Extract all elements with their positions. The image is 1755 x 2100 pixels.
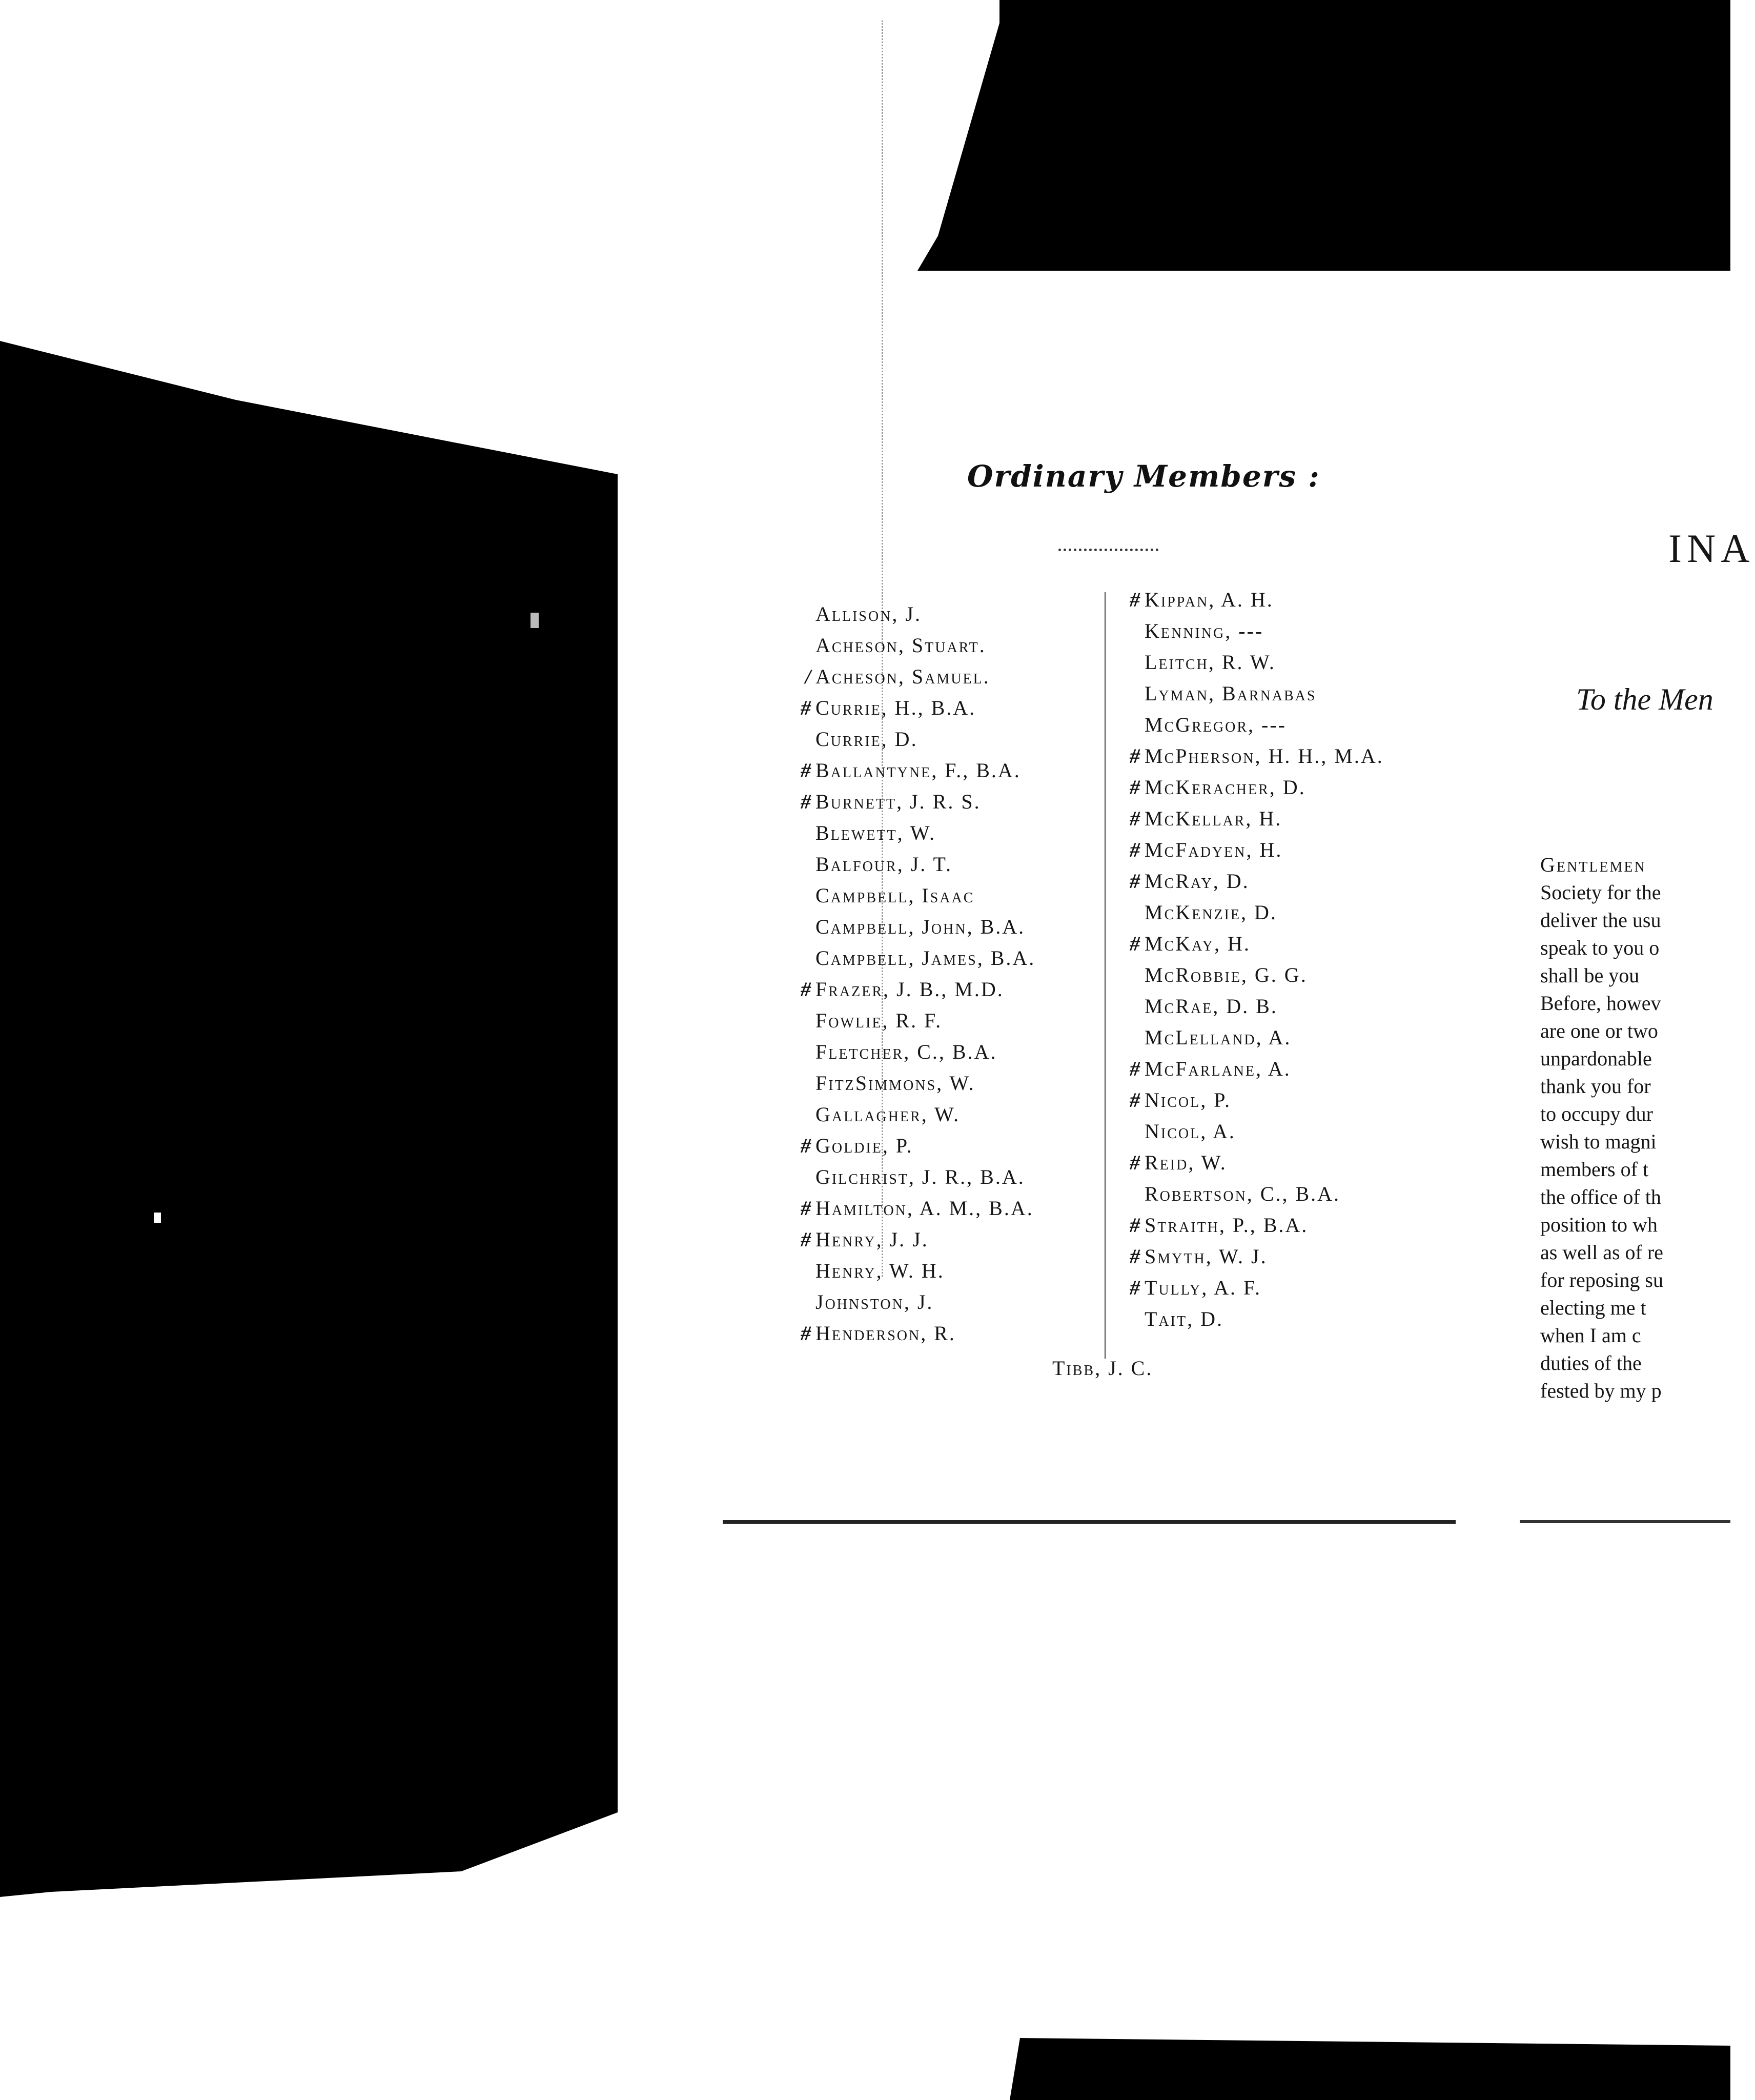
member-entry — [1119, 834, 1384, 865]
handwritten-mark: # — [1130, 1214, 1141, 1237]
handwritten-mark: # — [801, 790, 812, 813]
member-name: Frazer, J. B., M.D. — [815, 978, 1004, 1001]
member-entry — [790, 598, 1035, 630]
member-entry — [790, 692, 1035, 723]
handwritten-mark: # — [1130, 838, 1141, 861]
member-name: McRay, D. — [1145, 870, 1250, 893]
member-entry — [790, 1099, 1035, 1130]
member-name: McGregor, --- — [1145, 713, 1287, 736]
member-name: McKay, H. — [1145, 932, 1251, 955]
member-name: Fletcher, C., B.A. — [815, 1040, 997, 1063]
text-line: wish to magni — [1540, 1130, 1657, 1153]
handwritten-mark: # — [1130, 588, 1141, 611]
text-line: as well as of re — [1540, 1241, 1663, 1264]
member-name: Fowlie, R. F. — [815, 1009, 943, 1032]
member-entry — [790, 786, 1035, 817]
member-name: Kenning, --- — [1145, 619, 1264, 642]
member-entry — [1119, 1022, 1384, 1053]
member-entry — [790, 630, 1035, 661]
member-entry — [1119, 1116, 1384, 1147]
member-entry — [1119, 928, 1384, 959]
member-entry — [1119, 865, 1384, 897]
member-name: McKenzie, D. — [1145, 901, 1277, 924]
handwritten-mark: # — [801, 1197, 812, 1220]
member-entry — [1119, 647, 1384, 678]
member-name: Henry, W. H. — [815, 1259, 945, 1282]
text-line: Gentlemen — [1540, 853, 1646, 876]
member-entry — [1119, 1303, 1384, 1335]
member-name: Allison, J. — [815, 602, 922, 625]
member-entry — [790, 1036, 1035, 1067]
members-column-left — [790, 598, 1035, 1349]
member-name: Johnston, J. — [815, 1290, 934, 1314]
member-name: Robertson, C., B.A. — [1145, 1182, 1341, 1205]
title-dotted-rule — [1058, 549, 1158, 551]
member-entry-final: Tibb, J. C. — [1052, 1357, 1153, 1380]
text-line: speak to you o — [1540, 936, 1660, 959]
member-entry — [1119, 584, 1384, 615]
member-name: Campbell, Isaac — [815, 884, 975, 907]
black-border-left — [0, 341, 618, 1897]
member-entry — [790, 1318, 1035, 1349]
text-line: Before, howev — [1540, 992, 1661, 1015]
member-name: Tait, D. — [1145, 1307, 1223, 1330]
text-line: to occupy dur — [1540, 1102, 1653, 1125]
member-name: McRae, D. B. — [1145, 995, 1278, 1018]
member-entry — [790, 1224, 1035, 1255]
text-line: for reposing su — [1540, 1268, 1663, 1291]
member-name: FitzSimmons, W. — [815, 1072, 975, 1095]
member-name: Acheson, Samuel. — [815, 665, 990, 688]
member-entry — [1119, 803, 1384, 834]
handwritten-mark: # — [801, 1322, 812, 1345]
member-entry — [790, 1161, 1035, 1193]
text-line: duties of the — [1540, 1351, 1642, 1375]
member-entry — [1119, 678, 1384, 709]
member-name: Hamilton, A. M., B.A. — [815, 1197, 1034, 1220]
member-entry — [790, 1067, 1035, 1099]
column-divider — [1105, 592, 1106, 1359]
member-entry — [1119, 897, 1384, 928]
member-entry — [790, 1286, 1035, 1318]
handwritten-mark: # — [1130, 1276, 1141, 1299]
handwritten-mark: # — [1130, 1245, 1141, 1268]
member-entry — [1119, 959, 1384, 991]
member-name: Acheson, Stuart. — [815, 634, 986, 657]
member-entry — [1119, 740, 1384, 772]
member-name: Burnett, J. R. S. — [815, 790, 981, 813]
member-entry — [790, 942, 1035, 974]
handwritten-mark: # — [801, 696, 812, 719]
member-name: Balfour, J. T. — [815, 853, 953, 876]
member-entry — [790, 911, 1035, 942]
member-name: Tully, A. F. — [1145, 1276, 1262, 1299]
black-border-top-right — [917, 0, 1730, 271]
member-name: Nicol, A. — [1145, 1120, 1236, 1143]
member-name: Gallagher, W. — [815, 1103, 961, 1126]
member-name: Blewett, W. — [815, 821, 936, 844]
text-line: shall be you — [1540, 964, 1640, 987]
text-line: position to wh — [1540, 1213, 1658, 1236]
member-name: Goldie, P. — [815, 1134, 913, 1157]
member-name: Straith, P., B.A. — [1145, 1214, 1309, 1237]
member-name: McRobbie, G. G. — [1145, 963, 1308, 986]
facing-page-addressee: To the Men — [1576, 682, 1713, 716]
page-title: Ordinary Members : — [967, 459, 1320, 494]
member-name: Gilchrist, J. R., B.A. — [815, 1165, 1025, 1188]
handwritten-mark: # — [1130, 870, 1141, 893]
handwritten-mark: / — [805, 665, 812, 688]
member-entry — [790, 880, 1035, 911]
member-name: Henderson, R. — [815, 1322, 956, 1345]
members-page — [618, 279, 1755, 2023]
member-entry — [1119, 1241, 1384, 1272]
text-line: members of t — [1540, 1158, 1649, 1181]
member-name: McFarlane, A. — [1145, 1057, 1291, 1080]
members-column-right — [1119, 584, 1384, 1335]
page-bottom-rule — [723, 1520, 1456, 1524]
text-line: are one or two — [1540, 1019, 1658, 1042]
member-name: Currie, D. — [815, 728, 918, 751]
handwritten-mark: # — [801, 759, 812, 782]
member-name: Lyman, Barnabas — [1145, 682, 1317, 705]
member-entry — [1119, 615, 1384, 647]
facing-page-text — [1540, 851, 1663, 1405]
member-name: McFadyen, H. — [1145, 838, 1283, 861]
handwritten-mark: # — [801, 1228, 812, 1251]
handwritten-mark: # — [1130, 807, 1141, 830]
member-entry — [1119, 709, 1384, 740]
handwritten-mark: # — [1130, 744, 1141, 768]
member-name: Currie, H., B.A. — [815, 696, 976, 719]
member-entry — [790, 723, 1035, 755]
member-entry — [1119, 1147, 1384, 1178]
member-entry — [790, 1255, 1035, 1286]
member-name: McKeracher, D. — [1145, 776, 1306, 799]
handwritten-mark: # — [1130, 932, 1141, 955]
text-line: fested by my p — [1540, 1379, 1662, 1402]
scan-speck — [530, 613, 539, 628]
member-entry — [1119, 1272, 1384, 1303]
text-line: the office of th — [1540, 1185, 1661, 1208]
text-line: Society for the — [1540, 881, 1661, 904]
member-name: McLelland, A. — [1145, 1026, 1292, 1049]
member-entry — [1119, 1053, 1384, 1084]
member-name: Campbell, John, B.A. — [815, 915, 1026, 938]
member-entry — [790, 755, 1035, 786]
member-entry — [790, 1193, 1035, 1224]
text-line: thank you for — [1540, 1075, 1651, 1098]
member-name: Henry, J. J. — [815, 1228, 929, 1251]
member-name: Smyth, W. J. — [1145, 1245, 1268, 1268]
member-name: Ballantyne, F., B.A. — [815, 759, 1021, 782]
member-entry — [790, 661, 1035, 692]
handwritten-mark: # — [801, 1134, 812, 1157]
member-entry — [1119, 991, 1384, 1022]
member-name: Reid, W. — [1145, 1151, 1227, 1174]
handwritten-mark: # — [1130, 1151, 1141, 1174]
member-name: Nicol, P. — [1145, 1088, 1232, 1112]
member-entry — [790, 849, 1035, 880]
black-border-bottom — [1010, 2038, 1730, 2100]
text-line: electing me t — [1540, 1296, 1646, 1319]
member-name: McKellar, H. — [1145, 807, 1282, 830]
member-name: McPherson, H. H., M.A. — [1145, 744, 1384, 768]
member-entry — [790, 1005, 1035, 1036]
member-name: Campbell, James, B.A. — [815, 946, 1036, 970]
member-name: Leitch, R. W. — [1145, 651, 1276, 674]
member-entry — [790, 1130, 1035, 1161]
handwritten-mark: # — [801, 978, 812, 1001]
member-entry — [790, 974, 1035, 1005]
facing-page-heading: INA — [1668, 526, 1755, 571]
handwritten-mark: # — [1130, 776, 1141, 799]
handwritten-mark: # — [1130, 1088, 1141, 1112]
member-name: Kippan, A. H. — [1145, 588, 1274, 611]
text-line: when I am c — [1540, 1324, 1641, 1347]
facing-page-rule — [1520, 1520, 1730, 1523]
text-line: deliver the usu — [1540, 908, 1661, 932]
member-entry — [1119, 1209, 1384, 1241]
member-entry — [1119, 1084, 1384, 1116]
member-entry — [1119, 1178, 1384, 1209]
handwritten-mark: # — [1130, 1057, 1141, 1080]
member-entry — [1119, 772, 1384, 803]
text-line: unpardonable — [1540, 1047, 1652, 1070]
member-entry — [790, 817, 1035, 849]
scan-speck — [154, 1213, 161, 1223]
